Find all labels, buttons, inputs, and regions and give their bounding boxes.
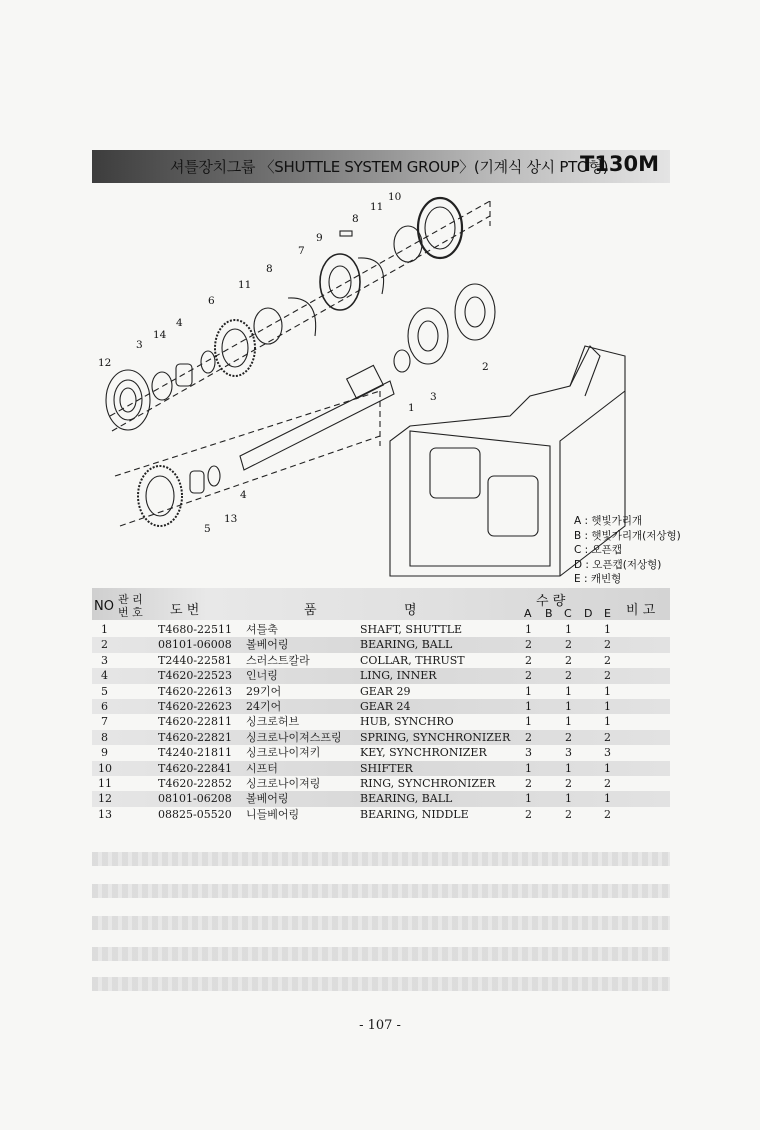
table-row [92,637,670,652]
cell-drawing-no: T4620-22841 [158,761,233,775]
cell-korean-name: 24기어 [246,700,282,713]
cell-qty: 2 [525,653,532,667]
svg-text:8: 8 [352,213,359,225]
cell-english-name: BEARING, NIDDLE [360,807,469,821]
svg-text:12: 12 [98,357,112,369]
cell-qty: 1 [604,761,611,775]
cell-english-name: KEY, SYNCHRONIZER [360,746,487,760]
col-drawing-no: 도 번 [170,603,200,618]
cell-no: 10 [98,761,112,775]
legend-item: C : 오픈캡 [574,544,622,557]
cell-english-name: GEAR 24 [360,700,411,713]
cell-qty: 2 [604,653,611,667]
cell-no: 1 [101,623,108,636]
cell-drawing-no: T4240-21811 [158,746,233,760]
page-number: - 107 - [359,1018,401,1033]
cell-english-name: SPRING, SYNCHRONIZER [360,730,511,744]
legend-item: E : 캐빈형 [574,573,622,586]
cell-english-name: COLLAR, THRUST [360,653,465,667]
qty-col-b: B [545,607,553,620]
col-no: NO [94,599,114,614]
cell-no: 11 [98,777,112,790]
cell-qty: 2 [565,730,572,744]
cell-qty: 2 [525,777,532,790]
page-title: 셔틀장치그룹 〈SHUTTLE SYSTEM GROUP〉(기계식 상시 PTO형) [170,158,609,176]
table-row [92,668,670,683]
table-row [92,714,670,729]
empty-row-band [92,916,670,930]
table-row [92,791,670,806]
svg-text:11: 11 [370,201,384,213]
cell-qty: 2 [604,638,611,652]
col-name-part2: 명 [404,603,417,618]
cell-qty: 2 [604,669,611,683]
cell-qty: 3 [525,746,532,760]
table-row [92,622,670,637]
cell-qty: 1 [604,623,611,636]
cell-drawing-no: T4620-22523 [158,669,233,683]
svg-text:14: 14 [153,329,167,341]
empty-row-band [92,947,670,961]
cell-english-name: GEAR 29 [360,684,411,698]
cell-no: 8 [101,730,108,744]
empty-row-band [92,977,670,991]
col-quantity: 수 량 [536,594,566,609]
svg-text:6: 6 [208,295,215,307]
cell-no: 12 [98,792,112,806]
svg-text:9: 9 [316,232,323,244]
cell-qty: 1 [525,715,532,729]
svg-text:7: 7 [298,245,305,257]
cell-drawing-no: 08825-05520 [158,807,232,821]
cell-qty: 1 [565,684,572,698]
cell-drawing-no: T4620-22852 [158,777,233,790]
cell-qty: 1 [565,715,572,729]
legend-item: B : 햇빛가리개(저상형) [574,529,681,542]
cell-qty: 1 [525,684,532,698]
cell-english-name: SHIFTER [360,761,413,775]
cell-drawing-no: T4620-22811 [158,715,233,729]
cell-drawing-no: T4620-22821 [158,730,233,744]
cell-korean-name: 싱크로나이져스프링 [246,730,342,744]
cell-qty: 2 [525,730,532,744]
cell-korean-name: 스러스트칼라 [246,653,310,667]
cell-korean-name: 싱크로나이져링 [246,777,321,790]
col-remarks: 비 고 [626,603,656,618]
svg-text:4: 4 [176,317,183,329]
cell-qty: 1 [525,761,532,775]
cell-english-name: HUB, SYNCHRO [360,715,454,729]
col-mgmt-line1: 관 리 [118,593,143,606]
cell-qty: 2 [525,807,532,821]
cell-korean-name: 싱크로나이져키 [246,746,321,760]
svg-text:4: 4 [240,489,247,501]
cell-qty: 1 [525,623,532,636]
cell-drawing-no: 08101-06008 [158,638,232,652]
qty-col-d: D [584,607,593,620]
cell-qty: 1 [565,700,572,713]
table-row [92,776,670,791]
cell-english-name: BEARING, BALL [360,792,453,806]
table-row [92,653,670,668]
cell-korean-name: 니들베어링 [246,807,300,821]
cell-qty: 2 [525,638,532,652]
cell-korean-name: 셔틀축 [246,623,278,636]
cell-qty: 1 [525,792,532,806]
qty-col-c: C [564,607,572,620]
table-row [92,730,670,745]
cell-drawing-no: 08101-06208 [158,792,232,806]
svg-text:5: 5 [204,523,211,535]
table-row [92,807,670,822]
qty-col-a: A [524,607,532,620]
cell-qty: 1 [565,623,572,636]
cell-korean-name: 볼베어링 [246,792,289,806]
svg-text:10: 10 [388,191,402,203]
cell-korean-name: 싱크로허브 [246,715,300,729]
qty-col-e: E [604,607,611,620]
cell-no: 3 [101,653,108,667]
table-row [92,699,670,714]
cell-no: 9 [101,746,108,760]
cell-qty: 1 [604,684,611,698]
cell-qty: 1 [525,700,532,713]
empty-row-band [92,852,670,866]
table-row [92,684,670,699]
svg-text:13: 13 [224,513,238,525]
cell-drawing-no: T4680-22511 [158,623,233,636]
col-mgmt-line2: 번 호 [118,606,143,619]
table-row [92,745,670,760]
legend-item: A : 햇빛가리개 [574,515,643,527]
cell-qty: 2 [604,777,611,790]
model-legend [574,514,681,587]
svg-text:2: 2 [482,361,489,373]
cell-korean-name: 볼베어링 [246,638,289,652]
cell-qty: 1 [604,700,611,713]
cell-english-name: RING, SYNCHRONIZER [360,777,496,790]
cell-no: 4 [101,669,108,683]
table-row [92,761,670,776]
cell-korean-name: 29기어 [246,684,282,698]
cell-english-name: SHAFT, SHUTTLE [360,623,463,636]
cell-drawing-no: T2440-22581 [158,653,233,667]
cell-qty: 2 [565,807,572,821]
svg-text:8: 8 [266,263,273,275]
cell-drawing-no: T4620-22623 [158,700,233,713]
cell-no: 2 [101,638,108,652]
cell-no: 6 [101,700,108,713]
cell-qty: 1 [565,792,572,806]
cell-no: 13 [98,807,112,821]
cell-qty: 2 [604,730,611,744]
cell-qty: 2 [565,777,572,790]
svg-text:3: 3 [430,391,437,403]
svg-text:1: 1 [408,402,415,414]
cell-qty: 1 [565,761,572,775]
cell-qty: 2 [525,669,532,683]
cell-qty: 1 [604,715,611,729]
cell-qty: 3 [604,746,611,760]
cell-english-name: BEARING, BALL [360,638,453,652]
svg-text:3: 3 [136,339,143,351]
legend-item: D : 오픈캡(저상형) [574,558,662,571]
cell-korean-name: 시프터 [246,761,278,775]
model-label: T130M [580,152,660,176]
col-name-part1: 품 [304,603,317,618]
cell-drawing-no: T4620-22613 [158,684,233,698]
cell-qty: 2 [565,669,572,683]
svg-text:11: 11 [238,279,252,291]
cell-no: 7 [101,715,108,729]
cell-qty: 2 [565,653,572,667]
cell-qty: 2 [604,807,611,821]
cell-no: 5 [101,684,108,698]
empty-row-band [92,884,670,898]
cell-qty: 3 [565,746,572,760]
cell-korean-name: 인너링 [246,669,278,683]
cell-english-name: LING, INNER [360,669,437,683]
cell-qty: 1 [604,792,611,806]
cell-qty: 2 [565,638,572,652]
